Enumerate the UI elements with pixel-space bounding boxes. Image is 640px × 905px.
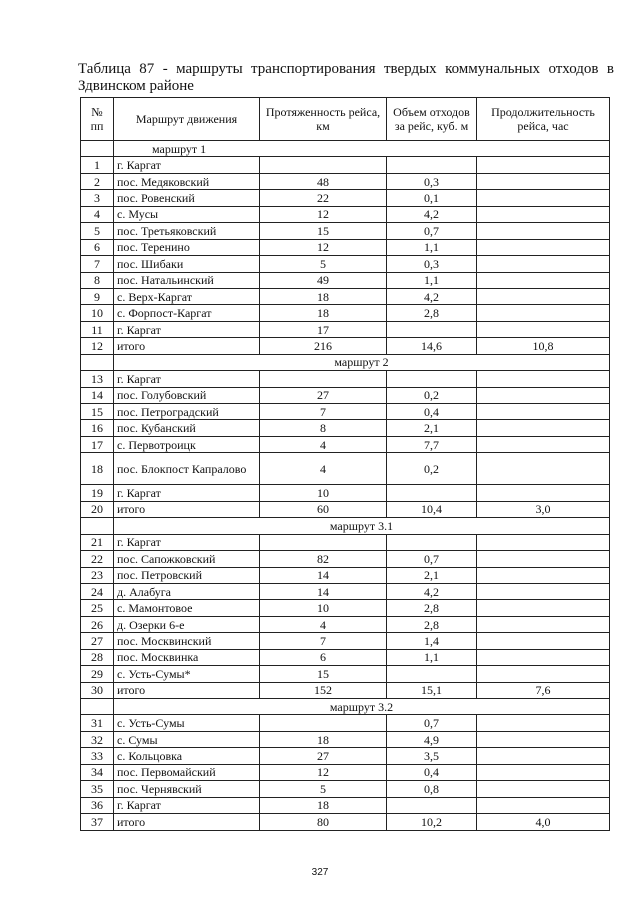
section-row (81, 141, 610, 157)
volume-cell: 4,2 (387, 206, 477, 222)
table-body (81, 141, 610, 831)
route-cell: пос. Москвинский (114, 633, 260, 649)
length-cell: 4 (260, 436, 387, 452)
volume-cell: 0,3 (387, 256, 477, 272)
length-cell: 17 (260, 321, 387, 337)
row-number-cell: 4 (81, 206, 114, 222)
section-empty-cell (81, 354, 114, 370)
duration-cell (477, 256, 610, 272)
length-cell: 18 (260, 797, 387, 813)
length-cell: 22 (260, 190, 387, 206)
volume-cell: 0,7 (387, 551, 477, 567)
route-cell: с. Усть-Сумы (114, 715, 260, 731)
route-cell: пос. Первомайский (114, 764, 260, 780)
volume-cell: 0,7 (387, 715, 477, 731)
route-cell: пос. Петроградский (114, 404, 260, 420)
table-row (81, 616, 610, 632)
section-title: маршрут 2 (114, 354, 610, 370)
volume-cell: 10,2 (387, 814, 477, 830)
length-cell: 15 (260, 223, 387, 239)
table-row (81, 404, 610, 420)
duration-cell (477, 797, 610, 813)
table-row (81, 272, 610, 288)
route-cell: пос. Голубовский (114, 387, 260, 403)
row-number-cell: 1 (81, 157, 114, 173)
table-row (81, 551, 610, 567)
length-cell (260, 371, 387, 387)
header-duration: Продолжительность рейса, час (477, 98, 610, 141)
length-cell: 152 (260, 682, 387, 698)
route-cell: д. Алабуга (114, 583, 260, 599)
table-row (81, 256, 610, 272)
volume-cell: 10,4 (387, 501, 477, 517)
row-number-cell: 33 (81, 748, 114, 764)
length-cell (260, 157, 387, 173)
table-row (81, 453, 610, 485)
route-cell: г. Каргат (114, 371, 260, 387)
table-row (81, 715, 610, 731)
length-cell: 14 (260, 583, 387, 599)
section-row (81, 699, 610, 715)
length-cell: 12 (260, 764, 387, 780)
route-cell: итого (114, 501, 260, 517)
row-number-cell: 8 (81, 272, 114, 288)
duration-cell: 10,8 (477, 338, 610, 354)
section-title: маршрут 1 (114, 141, 610, 157)
duration-cell (477, 371, 610, 387)
route-cell: пос. Сапожковский (114, 551, 260, 567)
header-volume: Объем отходов за рейс, куб. м (387, 98, 477, 141)
table-row (81, 190, 610, 206)
row-number-cell: 17 (81, 436, 114, 452)
table-row (81, 206, 610, 222)
table-row (81, 748, 610, 764)
table-row (81, 371, 610, 387)
duration-cell (477, 190, 610, 206)
duration-cell (477, 633, 610, 649)
route-cell: итого (114, 338, 260, 354)
route-cell: с. Форпост-Каргат (114, 305, 260, 321)
duration-cell (477, 781, 610, 797)
route-cell: г. Каргат (114, 534, 260, 550)
route-cell: пос. Блокпост Капралово (114, 453, 260, 485)
length-cell: 8 (260, 420, 387, 436)
row-number-cell: 19 (81, 485, 114, 501)
volume-cell: 15,1 (387, 682, 477, 698)
table-row (81, 288, 610, 304)
row-number-cell: 18 (81, 453, 114, 485)
route-cell: итого (114, 814, 260, 830)
row-number-cell: 13 (81, 371, 114, 387)
volume-cell: 1,1 (387, 272, 477, 288)
length-cell: 10 (260, 485, 387, 501)
volume-cell (387, 321, 477, 337)
route-cell: с. Мусы (114, 206, 260, 222)
route-cell: пос. Петровский (114, 567, 260, 583)
volume-cell (387, 371, 477, 387)
table-row (81, 583, 610, 599)
table-row (81, 682, 610, 698)
row-number-cell: 26 (81, 616, 114, 632)
table-row (81, 157, 610, 173)
length-cell: 4 (260, 616, 387, 632)
volume-cell: 0,3 (387, 173, 477, 189)
duration-cell (477, 223, 610, 239)
duration-cell (477, 272, 610, 288)
route-cell: пос. Медяковский (114, 173, 260, 189)
length-cell: 82 (260, 551, 387, 567)
route-cell: пос. Натальинский (114, 272, 260, 288)
volume-cell: 2,1 (387, 420, 477, 436)
volume-cell: 0,1 (387, 190, 477, 206)
row-number-cell: 22 (81, 551, 114, 567)
row-number-cell: 21 (81, 534, 114, 550)
volume-cell: 1,1 (387, 239, 477, 255)
duration-cell (477, 485, 610, 501)
length-cell: 7 (260, 633, 387, 649)
route-cell: пос. Чернявский (114, 781, 260, 797)
row-number-cell: 25 (81, 600, 114, 616)
volume-cell: 2,8 (387, 616, 477, 632)
route-cell: с. Сумы (114, 731, 260, 747)
route-cell: пос. Москвинка (114, 649, 260, 665)
table-row (81, 567, 610, 583)
volume-cell: 4,2 (387, 288, 477, 304)
duration-cell (477, 288, 610, 304)
page-number: 327 (311, 867, 329, 878)
volume-cell (387, 797, 477, 813)
row-number-cell: 27 (81, 633, 114, 649)
section-title: маршрут 3.2 (114, 699, 610, 715)
length-cell: 12 (260, 206, 387, 222)
length-cell: 80 (260, 814, 387, 830)
row-number-cell: 30 (81, 682, 114, 698)
row-number-cell: 12 (81, 338, 114, 354)
duration-cell (477, 649, 610, 665)
route-cell: с. Усть-Сумы* (114, 666, 260, 682)
volume-cell: 7,7 (387, 436, 477, 452)
table-caption: Таблица 87 - маршруты транспортирования твердых коммунальных отходов в Здвинском районе (78, 61, 614, 94)
header-length: Протяженность рейса, км (260, 98, 387, 141)
table-row (81, 814, 610, 830)
volume-cell: 0,4 (387, 764, 477, 780)
table-row (81, 649, 610, 665)
table-row (81, 420, 610, 436)
length-cell: 27 (260, 748, 387, 764)
volume-cell: 0,7 (387, 223, 477, 239)
table-row (81, 223, 610, 239)
duration-cell (477, 420, 610, 436)
table-header-row (81, 98, 610, 141)
duration-cell (477, 157, 610, 173)
duration-cell (477, 748, 610, 764)
row-number-cell: 6 (81, 239, 114, 255)
table-row (81, 173, 610, 189)
row-number-cell: 2 (81, 173, 114, 189)
length-cell: 10 (260, 600, 387, 616)
duration-cell (477, 453, 610, 485)
row-number-cell: 29 (81, 666, 114, 682)
length-cell: 18 (260, 731, 387, 747)
row-number-cell: 7 (81, 256, 114, 272)
row-number-cell: 16 (81, 420, 114, 436)
routes-table (80, 97, 610, 831)
table-row (81, 534, 610, 550)
row-number-cell: 15 (81, 404, 114, 420)
row-number-cell: 32 (81, 731, 114, 747)
volume-cell (387, 534, 477, 550)
route-cell: пос. Третьяковский (114, 223, 260, 239)
row-number-cell: 20 (81, 501, 114, 517)
table-row (81, 338, 610, 354)
volume-cell: 0,2 (387, 453, 477, 485)
length-cell: 5 (260, 781, 387, 797)
volume-cell: 2,8 (387, 600, 477, 616)
duration-cell (477, 715, 610, 731)
duration-cell (477, 583, 610, 599)
table-row (81, 781, 610, 797)
duration-cell (477, 321, 610, 337)
table-row (81, 600, 610, 616)
table-row (81, 485, 610, 501)
row-number-cell: 9 (81, 288, 114, 304)
length-cell (260, 534, 387, 550)
row-number-cell: 36 (81, 797, 114, 813)
table-row (81, 305, 610, 321)
length-cell: 5 (260, 256, 387, 272)
duration-cell: 3,0 (477, 501, 610, 517)
duration-cell (477, 666, 610, 682)
duration-cell (477, 305, 610, 321)
length-cell: 6 (260, 649, 387, 665)
volume-cell: 2,8 (387, 305, 477, 321)
route-cell: пос. Теренино (114, 239, 260, 255)
row-number-cell: 11 (81, 321, 114, 337)
length-cell: 216 (260, 338, 387, 354)
table-row (81, 501, 610, 517)
duration-cell (477, 551, 610, 567)
route-cell: г. Каргат (114, 321, 260, 337)
route-cell: с. Первотроицк (114, 436, 260, 452)
route-cell: д. Озерки 6-е (114, 616, 260, 632)
length-cell: 7 (260, 404, 387, 420)
row-number-cell: 37 (81, 814, 114, 830)
duration-cell (477, 731, 610, 747)
length-cell: 27 (260, 387, 387, 403)
length-cell: 48 (260, 173, 387, 189)
route-cell: г. Каргат (114, 485, 260, 501)
duration-cell (477, 534, 610, 550)
table-row (81, 387, 610, 403)
duration-cell (477, 239, 610, 255)
row-number-cell: 10 (81, 305, 114, 321)
volume-cell (387, 666, 477, 682)
route-cell: г. Каргат (114, 797, 260, 813)
length-cell: 18 (260, 288, 387, 304)
volume-cell: 0,8 (387, 781, 477, 797)
table-row (81, 797, 610, 813)
length-cell: 49 (260, 272, 387, 288)
volume-cell: 4,9 (387, 731, 477, 747)
row-number-cell: 5 (81, 223, 114, 239)
length-cell: 15 (260, 666, 387, 682)
length-cell: 4 (260, 453, 387, 485)
volume-cell (387, 485, 477, 501)
row-number-cell: 24 (81, 583, 114, 599)
duration-cell (477, 616, 610, 632)
length-cell (260, 715, 387, 731)
route-cell: с. Кольцовка (114, 748, 260, 764)
header-number: № пп (81, 98, 114, 141)
route-cell: с. Мамонтовое (114, 600, 260, 616)
volume-cell: 2,1 (387, 567, 477, 583)
route-cell: итого (114, 682, 260, 698)
volume-cell: 0,4 (387, 404, 477, 420)
route-cell: пос. Кубанский (114, 420, 260, 436)
volume-cell: 4,2 (387, 583, 477, 599)
row-number-cell: 34 (81, 764, 114, 780)
duration-cell (477, 600, 610, 616)
section-row (81, 354, 610, 370)
duration-cell (477, 404, 610, 420)
row-number-cell: 28 (81, 649, 114, 665)
table-row (81, 321, 610, 337)
duration-cell (477, 567, 610, 583)
volume-cell (387, 157, 477, 173)
section-empty-cell (81, 699, 114, 715)
route-cell: пос. Ровенский (114, 190, 260, 206)
row-number-cell: 35 (81, 781, 114, 797)
row-number-cell: 31 (81, 715, 114, 731)
length-cell: 18 (260, 305, 387, 321)
table-row (81, 666, 610, 682)
table-row (81, 633, 610, 649)
duration-cell (477, 764, 610, 780)
duration-cell (477, 206, 610, 222)
duration-cell: 7,6 (477, 682, 610, 698)
section-empty-cell (81, 141, 114, 157)
table-row (81, 239, 610, 255)
duration-cell (477, 436, 610, 452)
table-row (81, 764, 610, 780)
duration-cell (477, 173, 610, 189)
duration-cell: 4,0 (477, 814, 610, 830)
route-cell: пос. Шибаки (114, 256, 260, 272)
section-title: маршрут 3.1 (114, 518, 610, 534)
header-route: Маршрут движения (114, 98, 260, 141)
volume-cell: 0,2 (387, 387, 477, 403)
volume-cell: 1,1 (387, 649, 477, 665)
route-cell: г. Каргат (114, 157, 260, 173)
volume-cell: 14,6 (387, 338, 477, 354)
length-cell: 60 (260, 501, 387, 517)
row-number-cell: 23 (81, 567, 114, 583)
length-cell: 12 (260, 239, 387, 255)
row-number-cell: 3 (81, 190, 114, 206)
table-row (81, 731, 610, 747)
duration-cell (477, 387, 610, 403)
route-cell: с. Верх-Каргат (114, 288, 260, 304)
length-cell: 14 (260, 567, 387, 583)
row-number-cell: 14 (81, 387, 114, 403)
volume-cell: 3,5 (387, 748, 477, 764)
table-row (81, 436, 610, 452)
volume-cell: 1,4 (387, 633, 477, 649)
section-row (81, 518, 610, 534)
section-empty-cell (81, 518, 114, 534)
